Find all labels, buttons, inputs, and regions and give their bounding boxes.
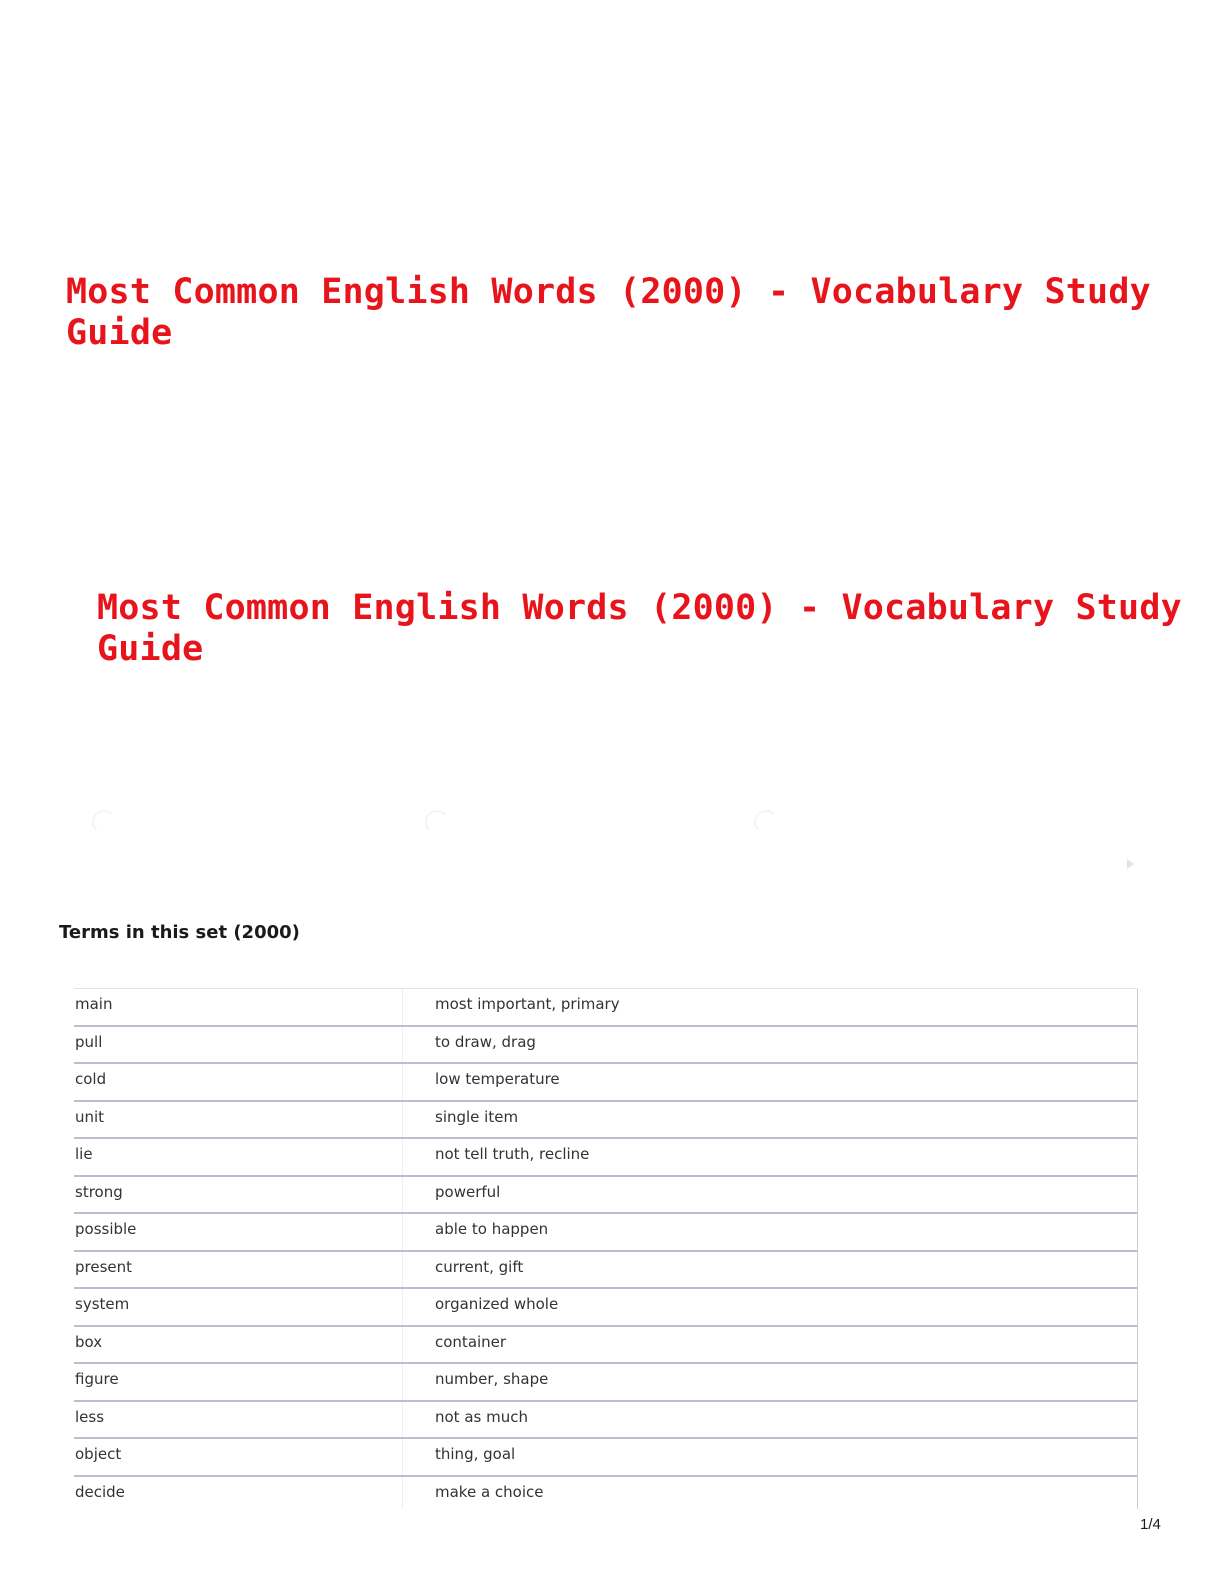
term-row <box>74 1439 1138 1477</box>
term-word: possible <box>74 1214 403 1250</box>
term-definition: to draw, drag <box>435 1032 536 1051</box>
page-number: 1/4 <box>1140 1516 1161 1533</box>
term-row <box>74 1402 1138 1440</box>
play-icon[interactable] <box>1127 859 1134 869</box>
term-definition: powerful <box>435 1182 501 1201</box>
term-word: present <box>74 1252 403 1288</box>
term-definition: not as much <box>435 1407 528 1426</box>
loading-indicator-icon <box>92 810 116 834</box>
term-definition: make a choice <box>435 1482 544 1501</box>
loading-indicator-icon <box>754 810 778 834</box>
term-row <box>74 1139 1138 1177</box>
term-row <box>74 1102 1138 1140</box>
term-word: lie <box>74 1139 403 1175</box>
term-word: less <box>74 1402 403 1438</box>
term-row <box>74 1289 1138 1327</box>
term-row <box>74 1177 1138 1215</box>
term-word: system <box>74 1289 403 1325</box>
term-row <box>74 1027 1138 1065</box>
term-definition: able to happen <box>435 1220 549 1238</box>
term-definition: single item <box>435 1107 519 1126</box>
term-row <box>74 1214 1138 1252</box>
term-word: strong <box>74 1177 403 1213</box>
term-word: decide <box>74 1477 403 1510</box>
term-word: object <box>74 1439 403 1475</box>
term-row <box>74 1064 1138 1102</box>
term-row <box>74 1477 1138 1510</box>
page-title: Most Common English Words (2000) - Vocabulary Study Guide <box>66 272 1151 353</box>
term-definition: number, shape <box>435 1370 549 1388</box>
term-row <box>74 1252 1138 1290</box>
term-definition: low temperature <box>435 1070 560 1088</box>
page-title-repeat: Most Common English Words (2000) - Vocabulary Study Guide <box>97 588 1182 669</box>
terms-heading: Terms in this set (2000) <box>59 922 300 943</box>
term-definition: thing, goal <box>435 1445 516 1463</box>
term-word: box <box>74 1327 403 1363</box>
loading-indicator-icon <box>425 810 449 834</box>
term-definition: most important, primary <box>435 995 620 1013</box>
term-row <box>74 1364 1138 1402</box>
term-definition: container <box>435 1332 507 1351</box>
term-row <box>74 1327 1138 1365</box>
term-word: main <box>74 989 403 1025</box>
term-word: figure <box>74 1364 403 1400</box>
term-word: cold <box>74 1064 403 1100</box>
term-word: unit <box>74 1102 403 1138</box>
term-definition: not tell truth, recline <box>435 1145 590 1163</box>
term-definition: organized whole <box>435 1295 559 1313</box>
term-row <box>74 989 1138 1027</box>
terms-table <box>74 988 1138 1509</box>
term-definition: current, gift <box>435 1257 524 1276</box>
term-word: pull <box>74 1027 403 1063</box>
